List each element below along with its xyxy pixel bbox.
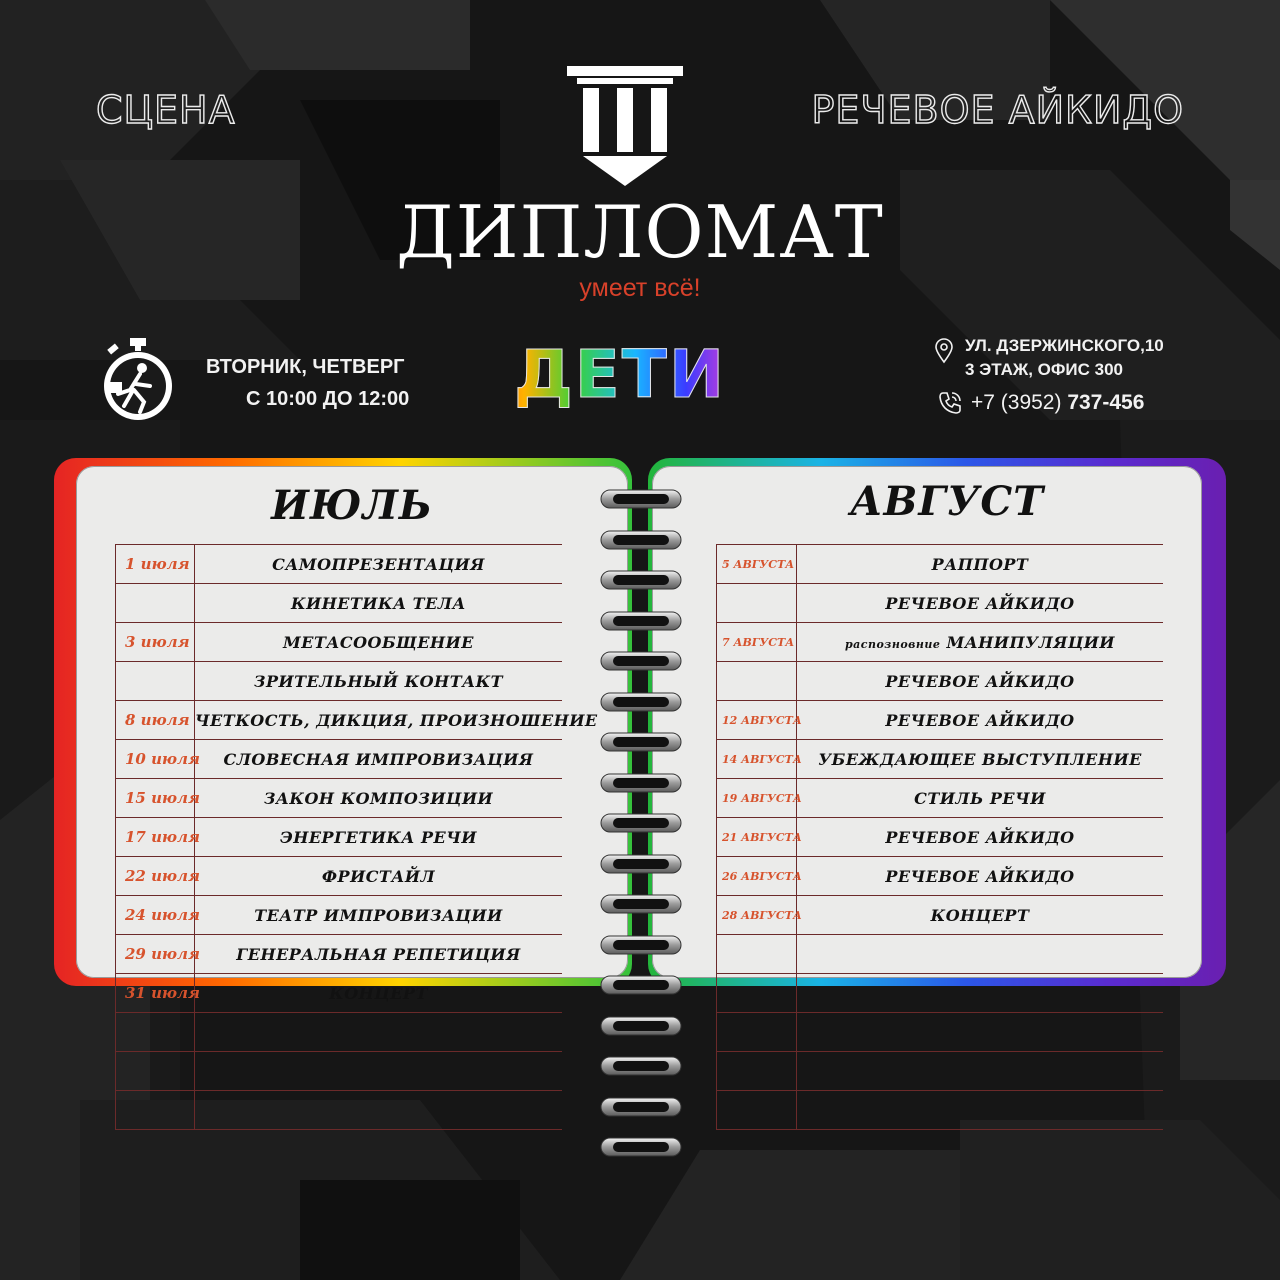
spiral-ring [599, 691, 683, 713]
schedule-row [717, 935, 1164, 974]
phone-digits: 737-456 [1067, 391, 1145, 414]
schedule-date: 14 АВГУСТА [717, 740, 797, 779]
schedule-topic [797, 935, 1164, 974]
schedule-date: 31 июля [116, 974, 195, 1013]
schedule-row [116, 974, 563, 1013]
schedule-date: 19 АВГУСТА [717, 779, 797, 818]
spiral-ring [599, 974, 683, 996]
schedule-topic: ЭНЕРГЕТИКА РЕЧИ [195, 818, 563, 857]
spiral-ring [599, 569, 683, 591]
schedule-topic: ЧЕТКОСТЬ, ДИКЦИЯ, ПРОИЗНОШЕНИЕ [195, 701, 563, 740]
spiral-ring [599, 1136, 683, 1158]
schedule-topic: ЗРИТЕЛЬНЫЙ КОНТАКТ [195, 662, 563, 701]
schedule-date [717, 584, 797, 623]
speech-aikido-label: РЕЧЕВОЕ АЙКИДО [811, 88, 1184, 132]
schedule-date: 5 АВГУСТА [717, 545, 797, 584]
spiral-ring [599, 1055, 683, 1077]
schedule-topic: ФРИСТАЙЛ [195, 857, 563, 896]
spiral-ring [599, 731, 683, 753]
schedule-topic [797, 1013, 1164, 1052]
schedule-row [116, 701, 563, 740]
schedule-topic: КОНЦЕРТ [797, 896, 1164, 935]
schedule-date: 15 июля [116, 779, 195, 818]
schedule-date [116, 1052, 195, 1091]
schedule-row [116, 896, 563, 935]
schedule-topic [195, 1091, 563, 1130]
phone-number [971, 391, 1144, 415]
schedule-row [717, 1091, 1164, 1130]
schedule-date [717, 935, 797, 974]
stopwatch-runner-icon [96, 336, 180, 422]
topic-main: МАНИПУЛЯЦИИ [946, 632, 1116, 652]
schedule-days: ВТОРНИК, ЧЕТВЕРГ [206, 356, 405, 378]
schedule-row [116, 584, 563, 623]
schedule-topic [195, 1013, 563, 1052]
scene-label: СЦЕНА [96, 88, 236, 132]
july-title: ИЮЛЬ [271, 482, 433, 529]
group-title: ДЕТИ [470, 336, 770, 413]
schedule-row [116, 857, 563, 896]
schedule-date: 3 июля [116, 623, 195, 662]
schedule-topic [797, 1091, 1164, 1130]
schedule-row [717, 740, 1164, 779]
address-line-2: 3 ЭТАЖ, ОФИС 300 [965, 360, 1123, 379]
schedule-topic: СТИЛЬ РЕЧИ [797, 779, 1164, 818]
column-pillar-icon [565, 64, 685, 188]
schedule-row [116, 1052, 563, 1091]
spiral-ring [599, 1015, 683, 1037]
schedule-row [116, 623, 563, 662]
schedule-topic: РАППОРТ [797, 545, 1164, 584]
schedule-date: 22 июля [116, 857, 195, 896]
schedule-date: 8 июля [116, 701, 195, 740]
schedule-topic: РЕЧЕВОЕ АЙКИДО [797, 701, 1164, 740]
schedule-time: С 10:00 ДО 12:00 [246, 388, 410, 410]
schedule-date: 1 июля [116, 545, 195, 584]
schedule-row [116, 740, 563, 779]
schedule-topic [195, 1052, 563, 1091]
schedule-row [717, 662, 1164, 701]
topic-prefix: распозновние [844, 637, 941, 651]
schedule-date: 21 АВГУСТА [717, 818, 797, 857]
schedule-date: 26 АВГУСТА [717, 857, 797, 896]
schedule-topic: ТЕАТР ИМПРОВИЗАЦИИ [195, 896, 563, 935]
spiral-ring [599, 893, 683, 915]
spiral-ring [599, 650, 683, 672]
schedule-date [717, 974, 797, 1013]
schedule-row [717, 818, 1164, 857]
schedule-row [717, 1013, 1164, 1052]
schedule-date [717, 1013, 797, 1052]
schedule-date [717, 662, 797, 701]
schedule-row [116, 1091, 563, 1130]
phone-icon [937, 390, 963, 416]
schedule-row [717, 623, 1164, 662]
schedule-row [116, 1013, 563, 1052]
schedule-date [116, 584, 195, 623]
spiral-ring [599, 812, 683, 834]
schedule-topic [797, 1052, 1164, 1091]
schedule-row [116, 818, 563, 857]
spiral-ring [599, 934, 683, 956]
schedule-row [717, 545, 1164, 584]
schedule-topic: ГЕНЕРАЛЬНАЯ РЕПЕТИЦИЯ [195, 935, 563, 974]
spiral-ring [599, 529, 683, 551]
schedule-date: 28 АВГУСТА [717, 896, 797, 935]
brand-name: ДИПЛОМАТ [396, 190, 884, 274]
spiral-ring [599, 488, 683, 510]
schedule-topic: КИНЕТИКА ТЕЛА [195, 584, 563, 623]
spiral-ring [599, 853, 683, 875]
schedule-row [116, 545, 563, 584]
schedule-topic: ЗАКОН КОМПОЗИЦИИ [195, 779, 563, 818]
schedule-topic: САМОПРЕЗЕНТАЦИЯ [195, 545, 563, 584]
schedule-date [116, 1091, 195, 1130]
schedule-date: 17 июля [116, 818, 195, 857]
spiral-ring [599, 610, 683, 632]
schedule-topic [797, 974, 1164, 1013]
schedule-date [116, 662, 195, 701]
schedule-date [116, 1013, 195, 1052]
schedule-topic: УБЕЖДАЮЩЕЕ ВЫСТУПЛЕНИЕ [797, 740, 1164, 779]
brand-slogan: умеет всё! [579, 274, 701, 302]
address-line-1: УЛ. ДЗЕРЖИНСКОГО,10 [965, 336, 1164, 355]
schedule-row [717, 779, 1164, 818]
map-pin-icon [934, 338, 954, 364]
schedule-row [116, 662, 563, 701]
schedule-topic: РЕЧЕВОЕ АЙКИДО [797, 662, 1164, 701]
schedule-date: 29 июля [116, 935, 195, 974]
schedule-row [116, 935, 563, 974]
schedule-row [717, 701, 1164, 740]
schedule-row [116, 779, 563, 818]
spiral-ring [599, 1096, 683, 1118]
schedule-topic: РЕЧЕВОЕ АЙКИДО [797, 857, 1164, 896]
spiral-ring [599, 772, 683, 794]
schedule-row [717, 974, 1164, 1013]
schedule-topic [797, 623, 1164, 662]
schedule-date: 7 АВГУСТА [717, 623, 797, 662]
schedule-date: 10 июля [116, 740, 195, 779]
schedule-topic: КОНЦЕРТ [195, 974, 563, 1013]
schedule-date: 24 июля [116, 896, 195, 935]
schedule-topic: РЕЧЕВОЕ АЙКИДО [797, 818, 1164, 857]
schedule-row [717, 1052, 1164, 1091]
schedule-row [717, 857, 1164, 896]
schedule-topic: РЕЧЕВОЕ АЙКИДО [797, 584, 1164, 623]
schedule-topic: СЛОВЕСНАЯ ИМПРОВИЗАЦИЯ [195, 740, 563, 779]
schedule-topic: МЕТАСООБЩЕНИЕ [195, 623, 563, 662]
august-schedule-table [716, 544, 1163, 1130]
schedule-date: 12 АВГУСТА [717, 701, 797, 740]
schedule-date [717, 1091, 797, 1130]
phone-prefix: +7 (3952) [971, 391, 1062, 414]
schedule-row [717, 584, 1164, 623]
july-schedule-table [115, 544, 598, 1130]
schedule-date [717, 1052, 797, 1091]
schedule-row [717, 896, 1164, 935]
august-title: АВГУСТ [849, 478, 1045, 525]
